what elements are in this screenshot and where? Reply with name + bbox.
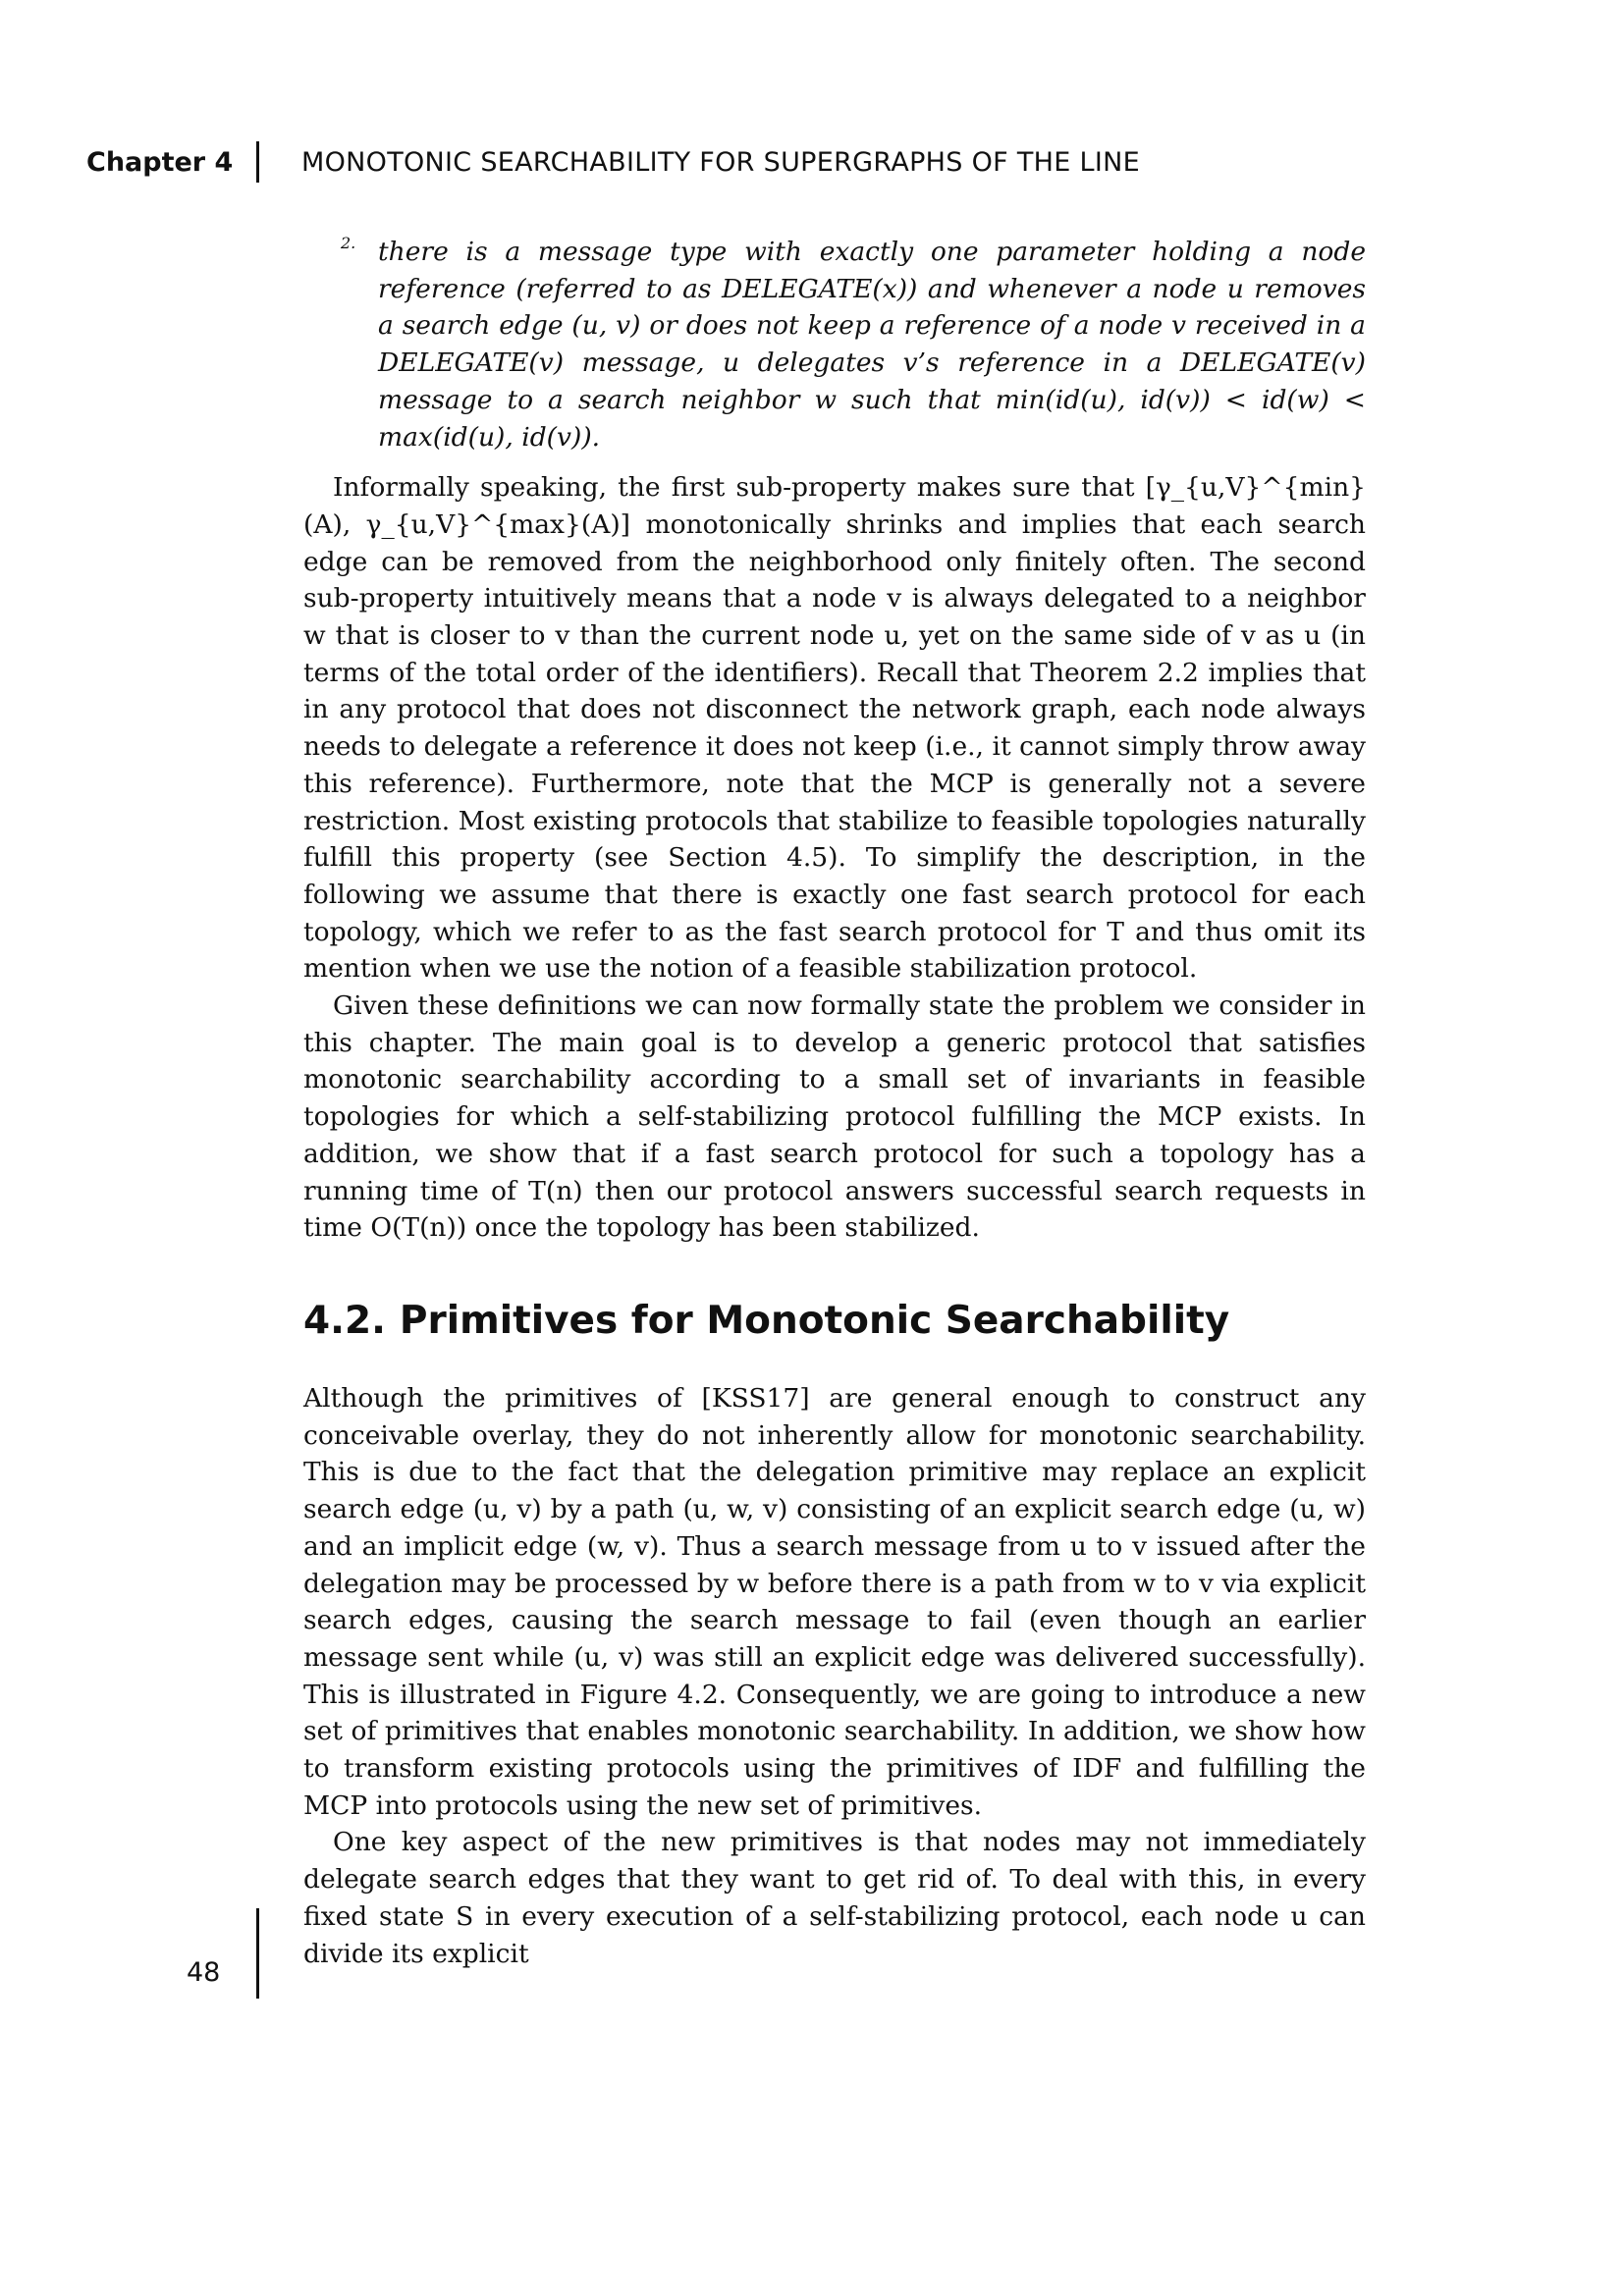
- text-line: search edges that they want to get rid of. To deal with this, in every fixed state S: [303, 1864, 1366, 1932]
- text-line: chapter. The main goal is to develop a generic protocol that satisfies monotonic: [303, 1027, 1366, 1095]
- text-line: the new set of primitives.: [646, 1789, 983, 1821]
- section-title: Primitives for Monotonic Searchability: [399, 1298, 1230, 1343]
- section-number: 4.2.: [303, 1298, 386, 1343]
- list-line: message, u delegates v’s reference in a DELEGATE(v) message to a search: [378, 347, 1366, 415]
- list-item: [303, 234, 1366, 455]
- text-line: neighborhood only finitely often. The second sub-property intuitively means that: [303, 546, 1366, 614]
- text-line: been stabilized.: [772, 1212, 980, 1244]
- list-line: (referred to as DELEGATE(x)) and whenever a node u removes a search edge: [378, 273, 1366, 342]
- text-line: the network graph, each node always needs to delegate a reference it does not: [303, 694, 1366, 763]
- text-line: protocol answers successful search requests in time O(T(n)) once the topology has: [303, 1175, 1366, 1244]
- text-line: the description, in the following we assume that there is exactly one fast search: [303, 842, 1366, 910]
- list-item-number: 2.: [341, 234, 356, 252]
- text-line: be processed by w before there is a path from w to v via explicit search edges,: [303, 1568, 1366, 1636]
- text-line: Recall that Theorem 2.2 implies that in any protocol that does not disconnect: [303, 657, 1366, 725]
- text-line: overlay, they do not inherently allow for monotonic searchability. This is due to: [303, 1419, 1366, 1488]
- section-heading: [303, 1298, 1366, 1345]
- footer-divider: [256, 1908, 259, 1999]
- list-line: (u, v) or does not keep a reference of a node v received in a DELEGATE(v): [378, 310, 1366, 379]
- text-line: MCP is generally not a severe restriction. Most existing protocols that stabilize: [303, 768, 1366, 836]
- page-number: 48: [187, 1957, 221, 1988]
- text-line: Informally speaking, the first sub-property makes sure that [γ_{u,V}^{min}(A), γ_{u,V}^{max}(A)]: [303, 472, 1366, 540]
- text-line: in every execution of a self-stabilizing protocol, each node u can divide its explicit: [303, 1900, 1366, 1969]
- chapter-label: Chapter 4: [86, 147, 234, 178]
- text-line: searchability according to a small set of invariants in feasible topologies for which: [303, 1064, 1366, 1133]
- text-line: edge (w, v). Thus a search message from u to v issued after the delegation may: [303, 1530, 1366, 1599]
- text-line: protocols using the primitives of IDF and fulfilling the MCP into protocols using: [303, 1753, 1366, 1821]
- text-line: Given these definitions we can now formally state the problem we consider in this: [303, 990, 1366, 1058]
- text-line: keep (i.e., it cannot simply throw away this reference). Furthermore, note that the: [303, 731, 1366, 799]
- list-line: neighbor w such that min(id(u), id(v)) < id(w) < max(id(u), id(v)).: [378, 384, 1366, 453]
- text-line: Although the primitives of [KSS17] are general enough to construct any conceivable: [303, 1382, 1366, 1451]
- text-line: node u, yet on the same side of v as u (in terms of the total order of the identifiers).: [303, 620, 1366, 688]
- chapter-title: MONOTONIC SEARCHABILITY FOR SUPERGRAPHS OF THE LINE: [301, 147, 1140, 178]
- paragraph-informally: [303, 469, 1366, 988]
- list-line: there is a message type with exactly one parameter holding a node reference: [378, 237, 1366, 304]
- text-line: One key aspect of the new primitives is that nodes may not immediately delegate: [303, 1827, 1366, 1896]
- text-line: thus omit its mention when we use the notion of a feasible stabilization protocol.: [303, 916, 1366, 985]
- text-line: enables monotonic searchability. In addition, we show how to transform existing: [303, 1716, 1366, 1785]
- text-line: a fast search protocol for such a topology has a running time of T(n) then our: [303, 1138, 1366, 1206]
- text-line: the fact that the delegation primitive may replace an explicit search edge (u, v): [303, 1457, 1366, 1525]
- header-divider: [256, 141, 259, 183]
- text-line: to feasible topologies naturally fulfill this property (see Section 4.5). To simplify: [303, 805, 1366, 874]
- text-line: by a path (u, w, v) consisting of an explicit search edge (u, w) and an implicit: [303, 1494, 1366, 1562]
- paragraph-problem-statement: [303, 988, 1366, 1247]
- text-line: a node v is always delegated to a neighbor w that is closer to v than the current: [303, 583, 1366, 652]
- main-text-column: [303, 234, 1366, 1972]
- text-line: a self-stabilizing protocol fulfilling the MCP exists. In addition, we show that if: [303, 1101, 1366, 1169]
- text-line: monotonically shrinks and implies that each search edge can be removed from the: [303, 508, 1366, 577]
- text-line: protocol for each topology, which we refer to as the fast search protocol for T and: [303, 879, 1366, 947]
- list-item-text: [378, 234, 1366, 455]
- running-header: [0, 147, 1624, 187]
- paragraph-primitives: [303, 1380, 1366, 1824]
- paragraph-key-aspect: [303, 1824, 1366, 1972]
- text-line: Figure 4.2. Consequently, we are going to introduce a new set of primitives that: [303, 1679, 1366, 1747]
- text-line: (u, v) was still an explicit edge was delivered successfully). This is illustrated in: [303, 1641, 1366, 1710]
- text-line: causing the search message to fail (even though an earlier message sent while: [303, 1605, 1366, 1673]
